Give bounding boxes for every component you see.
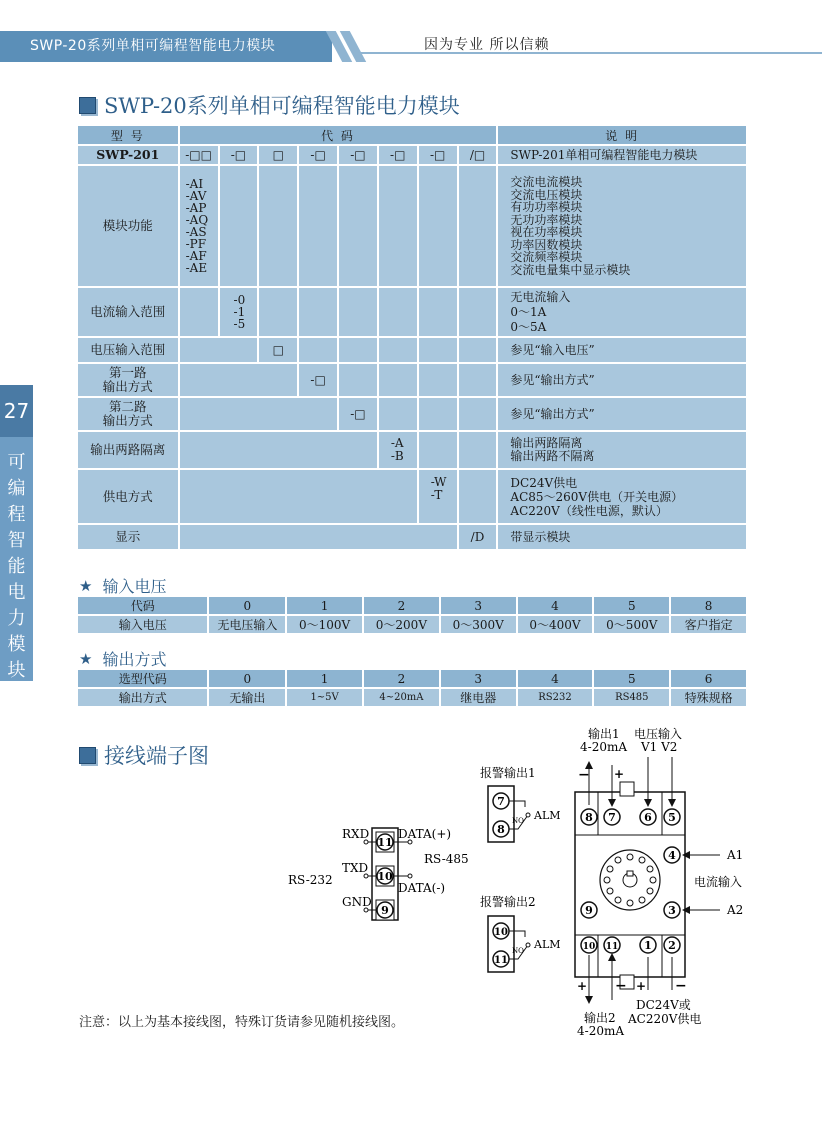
row-label: 第二路 输出方式: [77, 397, 179, 431]
side-char: 程: [7, 504, 26, 525]
terminal-label: 2: [668, 939, 676, 952]
row-desc: 参见“输出方式”: [497, 363, 747, 397]
output-cell: 1~5V: [286, 688, 363, 707]
head-desc: 说 明: [497, 125, 747, 145]
terminal-label: 8: [585, 811, 593, 824]
a2-label: A2: [727, 903, 744, 917]
voltage-head-cell: 0: [208, 596, 286, 615]
power-label: DC24V或: [636, 998, 691, 1012]
output-section-title-text: 输出方式: [102, 650, 167, 669]
row-codes: -W -T: [418, 469, 458, 524]
voltage-section-title: [79, 574, 166, 597]
row-desc: 输出两路隔离 输出两路不隔离: [497, 431, 747, 469]
model-code-cell: -□: [418, 145, 458, 165]
voltage-cell: 0～200V: [363, 615, 440, 634]
voltage-head-cell: 2: [363, 596, 440, 615]
alarm1-block: [480, 765, 561, 842]
terminal-label: 10: [494, 927, 508, 938]
output-table: [76, 668, 748, 708]
output-head-cell: 5: [593, 669, 670, 688]
terminal-label: 5: [668, 811, 676, 824]
head-code: 代 码: [179, 125, 498, 145]
rs485-label: RS-485: [424, 852, 469, 866]
vin-label: 电压输入: [634, 727, 683, 741]
voltage-cell: 客户指定: [670, 615, 747, 634]
out2-range: 4-20mA: [577, 1024, 625, 1038]
plus-sign: +: [577, 979, 588, 993]
row-label: 供电方式: [77, 469, 179, 524]
output-cell: 特殊规格: [670, 688, 747, 707]
data-neg-label: DATA(-): [398, 881, 446, 895]
output-head-cell: 选型代码: [77, 669, 208, 688]
terminal-label: 1: [644, 939, 652, 952]
minus-sign: −: [675, 978, 687, 994]
power-label-2: AC220V供电: [628, 1012, 702, 1026]
wiring-title-text: 接线端子图: [104, 744, 209, 768]
row-label: 模块功能: [77, 165, 179, 287]
output-cell: 输出方式: [77, 688, 208, 707]
terminal-label: 11: [605, 942, 619, 952]
head-model: 型 号: [77, 125, 179, 145]
terminal-label: 7: [608, 811, 616, 824]
voltage-head-cell: 代码: [77, 596, 208, 615]
a1-label: A1: [727, 848, 744, 862]
terminal-label: 3: [668, 904, 676, 917]
terminal-label: 11: [494, 955, 508, 966]
output-head-cell: 4: [517, 669, 594, 688]
row-desc: 参见“输出方式”: [497, 397, 747, 431]
out1-label: 输出1: [588, 727, 620, 741]
row-desc: DC24V供电 AC85～260V供电（开关电源） AC220V（线性电源，默认）: [497, 469, 747, 524]
rxd-label: RXD: [342, 827, 370, 841]
model-desc: SWP-201单相可编程智能电力模块: [497, 145, 747, 165]
model-code-table: [76, 124, 748, 551]
output-cell: 继电器: [440, 688, 517, 707]
terminal-label: 4: [668, 849, 676, 862]
terminal-label: 9: [585, 904, 593, 917]
rs232-label: RS-232: [288, 873, 333, 887]
terminal-label: 11: [377, 836, 393, 849]
row-codes: /D: [458, 524, 498, 550]
row-desc: 交流电流模块 交流电压模块 有功功率模块 无功功率模块 视在功率模块 功率因数模块 交流频率模块 交流电量集中显示模块: [497, 165, 747, 287]
gnd-label: GND: [342, 895, 372, 909]
model-code-cell: -□: [219, 145, 259, 165]
voltage-cell: 0～100V: [286, 615, 363, 634]
header-product-title: SWP-20系列单相可编程智能电力模块: [0, 31, 332, 62]
output-head-cell: 3: [440, 669, 517, 688]
side-char: 编: [7, 478, 26, 499]
header-slogan: 因为专业 所以信赖: [424, 37, 550, 53]
row-label: 显示: [77, 524, 179, 550]
wiring-diagram: [270, 720, 790, 1050]
terminal-9-icon: [376, 900, 394, 920]
alarm1-label: 报警输出1: [480, 766, 536, 780]
row-codes: -□: [338, 397, 378, 431]
output-cell: 4~20mA: [363, 688, 440, 707]
row-desc: 参见“输入电压”: [497, 337, 747, 363]
row-codes: □: [258, 337, 298, 363]
page-header: [0, 31, 822, 62]
output-head-cell: 1: [286, 669, 363, 688]
current-in-label: 电流输入: [694, 875, 743, 889]
voltage-table: [76, 595, 748, 635]
alarm2-block: [480, 894, 561, 972]
terminal-label: 7: [497, 795, 505, 808]
row-label: 输出两路隔离: [77, 431, 179, 469]
voltage-cell: 0～400V: [517, 615, 594, 634]
no-label: NO: [512, 817, 524, 825]
relay-socket: [575, 726, 743, 1038]
voltage-cell: 0～300V: [440, 615, 517, 634]
terminal-10-icon: [376, 866, 394, 886]
voltage-head-cell: 8: [670, 596, 747, 615]
model-code-cell: -□: [338, 145, 378, 165]
row-label: 电压输入范围: [77, 337, 179, 363]
plus-sign: +: [614, 767, 625, 781]
rs-terminal-block: [288, 827, 469, 920]
page-number: 27: [0, 385, 33, 437]
side-char: 块: [7, 660, 26, 681]
side-char: 智: [7, 530, 26, 551]
model-code-cell: -□: [378, 145, 418, 165]
out2-label: 输出2: [584, 1011, 616, 1025]
alm-label: ALM: [534, 938, 561, 951]
side-char: 能: [7, 556, 26, 577]
row-codes: -AI -AV -AP -AQ -AS -PF -AF -AE: [179, 165, 219, 287]
output-head-cell: 0: [208, 669, 286, 688]
minus-sign: −: [615, 978, 627, 994]
terminal-label: 9: [381, 904, 389, 917]
voltage-cell: 输入电压: [77, 615, 208, 634]
terminal-11-icon: [376, 832, 394, 852]
output-head-cell: 2: [363, 669, 440, 688]
minus-sign: −: [578, 767, 590, 783]
main-title: [79, 90, 460, 120]
footnote: 注意：以上为基本接线图，特殊订货请参见随机接线图。: [79, 1015, 405, 1030]
terminal-label: 10: [377, 870, 393, 883]
alarm2-label: 报警输出2: [480, 895, 536, 909]
alm-label: ALM: [534, 809, 561, 822]
star-icon: ★: [79, 649, 93, 668]
side-vertical-title: [0, 450, 33, 684]
model-code-cell: -□: [298, 145, 338, 165]
side-char: 电: [7, 582, 26, 603]
row-label: 电流输入范围: [77, 287, 179, 337]
row-codes: -0 -1 -5: [219, 287, 259, 337]
output-cell: RS485: [593, 688, 670, 707]
output-head-cell: 6: [670, 669, 747, 688]
voltage-head-cell: 1: [286, 596, 363, 615]
side-char: 可: [7, 452, 26, 473]
terminal-label: 10: [582, 942, 596, 952]
main-title-text: SWP-20系列单相可编程智能电力模块: [104, 94, 460, 118]
voltage-cell: 0～500V: [593, 615, 670, 634]
wiring-title: [79, 740, 209, 770]
model-code-cell: -□□: [179, 145, 219, 165]
output-cell: RS232: [517, 688, 594, 707]
terminal-label: 6: [644, 811, 652, 824]
row-label: 第一路 输出方式: [77, 363, 179, 397]
voltage-head-cell: 5: [593, 596, 670, 615]
output-cell: 无输出: [208, 688, 286, 707]
square-bullet-icon: [79, 97, 96, 114]
plus-sign: +: [636, 979, 647, 993]
txd-label: TXD: [342, 861, 369, 875]
output-section-title: [79, 647, 166, 670]
model-code-cell: /□: [458, 145, 498, 165]
row-desc: 带显示模块: [497, 524, 747, 550]
out1-range: 4-20mA: [580, 740, 628, 754]
row-codes: -A -B: [378, 431, 418, 469]
row-desc: 无电流输入 0～1A 0～5A: [497, 287, 747, 337]
no-label: NO: [512, 947, 524, 955]
voltage-cell: 无电压输入: [208, 615, 286, 634]
square-bullet-icon: [79, 747, 96, 764]
voltage-section-title-text: 输入电压: [102, 577, 167, 596]
row-codes: -□: [298, 363, 338, 397]
voltage-head-cell: 4: [517, 596, 594, 615]
model-name: SWP-201: [77, 145, 179, 165]
voltage-head-cell: 3: [440, 596, 517, 615]
data-pos-label: DATA(+): [398, 827, 452, 841]
side-char: 模: [7, 634, 26, 655]
model-code-cell: □: [258, 145, 298, 165]
star-icon: ★: [79, 576, 93, 595]
side-char: 力: [7, 608, 26, 629]
terminal-label: 8: [497, 823, 505, 836]
v1v2-label: V1 V2: [641, 740, 678, 754]
